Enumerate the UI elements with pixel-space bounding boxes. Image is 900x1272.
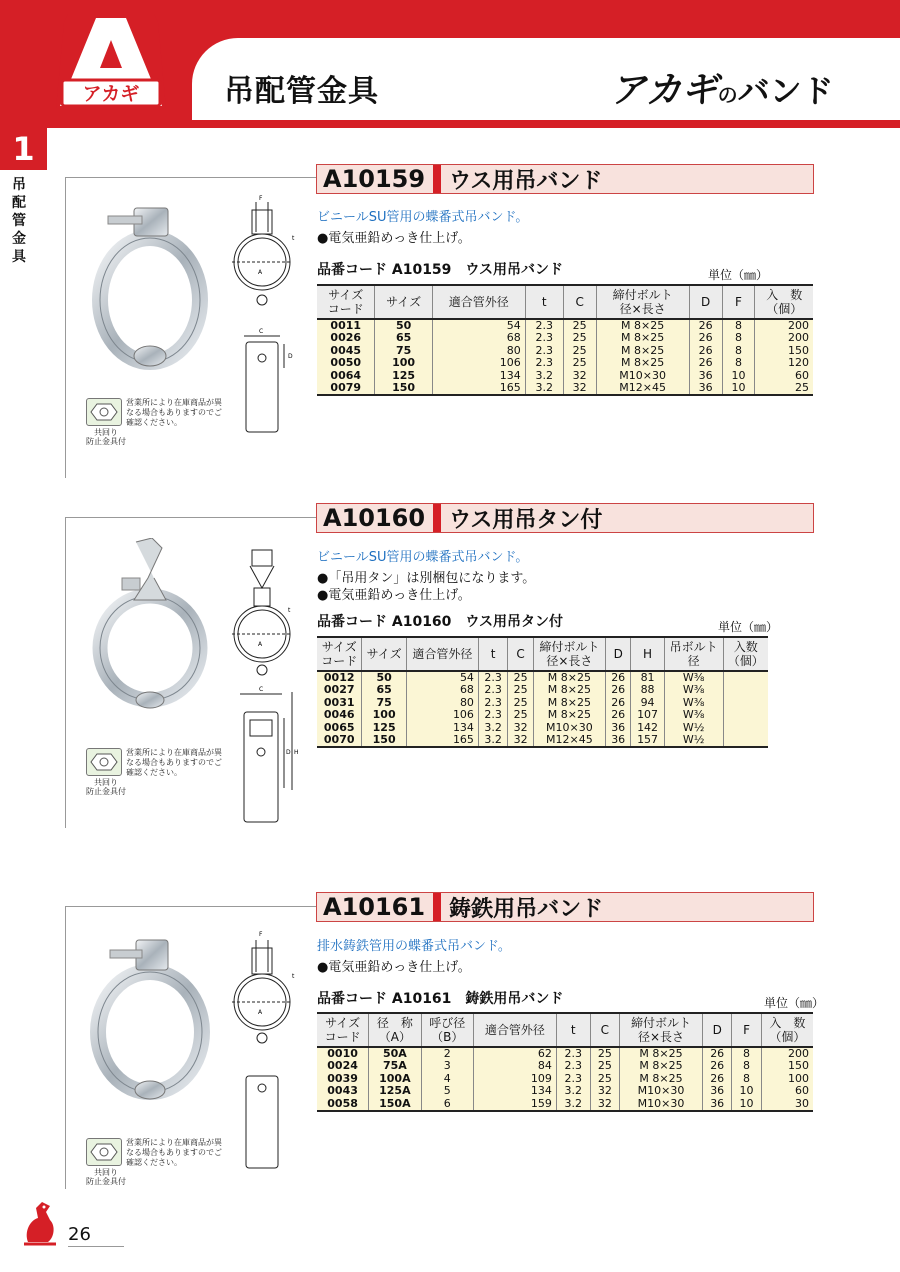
table-cell: 2.3 [525, 332, 563, 344]
title-divider [433, 504, 441, 532]
table-cell [723, 697, 768, 709]
table-cell: 10 [722, 370, 755, 382]
diagram-label-t: t [292, 235, 295, 242]
diagram-label-h: H [294, 749, 299, 756]
table-cell: 26 [605, 709, 631, 721]
table-cell: 8 [722, 332, 755, 344]
table-cell: 109 [473, 1073, 556, 1085]
col-header: 入 数 （個） [755, 285, 813, 319]
table-cell: M 8×25 [533, 684, 605, 696]
table-cell: 54 [432, 319, 525, 332]
table-cell: 0026 [317, 332, 375, 344]
table-cell: M 8×25 [620, 1047, 703, 1060]
col-header: サイズ コード [317, 1013, 369, 1047]
product-3-dimension-diagram [226, 928, 306, 1178]
product-3-photo [88, 930, 218, 1110]
product-code: A10161 [323, 893, 426, 921]
table-cell: 106 [406, 709, 478, 721]
product-3-unit: 単位（㎜） [764, 996, 825, 1010]
table-row [317, 382, 813, 395]
table-cell: 32 [508, 722, 534, 734]
diagram-label-c: C [259, 328, 264, 335]
table-cell: 5 [421, 1085, 473, 1097]
table-cell: M12×45 [533, 734, 605, 747]
col-header: 呼び径 （B） [421, 1013, 473, 1047]
product-2-note [86, 748, 222, 798]
col-header: サイズ コード [317, 637, 362, 671]
table-cell: 0027 [317, 684, 362, 696]
diagram-label-a: A [258, 1009, 263, 1016]
table-cell: 0043 [317, 1085, 369, 1097]
col-header: 締付ボルト 径×長さ [620, 1013, 703, 1047]
table-cell: 62 [473, 1047, 556, 1060]
icon-caption [86, 1168, 126, 1186]
table-cell: 106 [432, 357, 525, 369]
table-cell: 10 [732, 1085, 761, 1097]
product-code: A10160 [323, 504, 426, 532]
table-cell: 0058 [317, 1098, 369, 1111]
chapter-label: 吊配管金具 [12, 177, 26, 265]
product-3-bullet-1: ●電気亜鉛めっき仕上げ。 [317, 960, 471, 975]
table-cell: 2.3 [525, 357, 563, 369]
table-cell: 157 [631, 734, 664, 747]
table-cell: 54 [406, 671, 478, 684]
table-cell: 0039 [317, 1073, 369, 1085]
col-header: サイズ [362, 637, 406, 671]
table-cell: 68 [432, 332, 525, 344]
diagram-label-t: t [292, 973, 295, 980]
table-cell: 75 [362, 697, 406, 709]
product-2-table-title: 品番コード A10160 ウス用吊タン付 [317, 614, 563, 630]
table-cell: 134 [406, 722, 478, 734]
table-cell [723, 722, 768, 734]
product-3-spec-table [317, 1012, 813, 1112]
table-cell: M 8×25 [620, 1073, 703, 1085]
table-cell: W⅜ [664, 697, 723, 709]
dinosaur-mascot-icon [20, 1198, 60, 1248]
table-cell: 84 [473, 1060, 556, 1072]
table-cell: 0012 [317, 671, 362, 684]
table-row [317, 684, 768, 696]
table-cell: 150 [761, 1060, 813, 1072]
table-cell: 150 [362, 734, 406, 747]
table-cell: 200 [755, 319, 813, 332]
table-row [317, 734, 768, 747]
table-cell: 32 [590, 1085, 619, 1097]
product-3-table-title: 品番コード A10161 鋳鉄用吊バンド [317, 991, 564, 1007]
col-header: t [525, 285, 563, 319]
col-header: D [689, 285, 722, 319]
table-cell: 0045 [317, 345, 375, 357]
table-cell: 150 [755, 345, 813, 357]
brand-no: の [717, 83, 738, 107]
header-rule [192, 120, 900, 123]
table-cell: 32 [508, 734, 534, 747]
table-header-row [317, 285, 813, 319]
table-cell: 3.2 [525, 370, 563, 382]
col-header: 適合管外径 [406, 637, 478, 671]
product-1-dimension-diagram [226, 192, 306, 442]
table-cell: 50 [375, 319, 432, 332]
table-cell: 60 [755, 370, 813, 382]
table-cell: M 8×25 [533, 697, 605, 709]
table-cell: 2.3 [478, 684, 507, 696]
table-cell: M10×30 [620, 1085, 703, 1097]
table-cell: 50 [362, 671, 406, 684]
col-header: 締付ボルト 径×長さ [533, 637, 605, 671]
table-cell: M 8×25 [596, 357, 689, 369]
table-cell: 65 [375, 332, 432, 344]
table-cell: 0046 [317, 709, 362, 721]
table-cell: 88 [631, 684, 664, 696]
table-cell: 25 [508, 697, 534, 709]
col-header: 適合管外径 [473, 1013, 556, 1047]
table-cell: 100 [375, 357, 432, 369]
table-cell: 32 [563, 382, 596, 395]
brand-akagi: アカギ [610, 69, 718, 111]
stock-note: 営業所により在庫商品が異なる場合もありますのでご確認ください。 [126, 748, 222, 777]
table-cell: 36 [605, 722, 631, 734]
table-cell: 8 [722, 357, 755, 369]
icon-caption-line-2: 防止金具付 [86, 437, 126, 446]
table-cell [723, 709, 768, 721]
table-cell: 68 [406, 684, 478, 696]
table-cell: 3 [421, 1060, 473, 1072]
product-name: ウス用吊バンド [449, 168, 603, 194]
table-cell: 150A [369, 1098, 421, 1111]
col-header: サイズ [375, 285, 432, 319]
product-name: 鋳鉄用吊バンド [449, 896, 604, 922]
table-cell: 0024 [317, 1060, 369, 1072]
brand-band: バンド [737, 72, 834, 110]
col-header: t [556, 1013, 590, 1047]
col-header: D [703, 1013, 732, 1047]
footer-rule [68, 1246, 124, 1247]
table-cell: 26 [703, 1047, 732, 1060]
table-cell: 2.3 [556, 1047, 590, 1060]
col-header: 適合管外径 [432, 285, 525, 319]
icon-caption-line-1: 共回り [94, 778, 118, 787]
table-cell: 125A [369, 1085, 421, 1097]
anti-rotation-fitting-icon [86, 748, 122, 776]
table-cell: 32 [590, 1098, 619, 1111]
table-cell: W⅜ [664, 709, 723, 721]
table-cell: 2 [421, 1047, 473, 1060]
product-1-photo [88, 198, 218, 388]
akagi-logo [48, 8, 174, 116]
table-cell: 2.3 [478, 709, 507, 721]
table-cell: 25 [590, 1073, 619, 1085]
table-row [317, 357, 813, 369]
table-cell: 3.2 [478, 734, 507, 747]
diagram-label-d: D [286, 749, 291, 756]
product-1-description: ビニールSU管用の蝶番式吊バンド。 [317, 210, 529, 225]
table-cell: W⅜ [664, 671, 723, 684]
logo-text: アカギ [82, 83, 140, 105]
col-header: 入数 （個） [723, 637, 768, 671]
table-cell: 26 [605, 684, 631, 696]
diagram-label-a: A [258, 269, 263, 276]
table-cell: M 8×25 [596, 332, 689, 344]
col-header: D [605, 637, 631, 671]
table-cell: 26 [689, 319, 722, 332]
table-cell: 0065 [317, 722, 362, 734]
table-cell: 30 [761, 1098, 813, 1111]
table-cell: 200 [755, 332, 813, 344]
icon-caption-line-2: 防止金具付 [86, 787, 126, 796]
table-cell: 200 [761, 1047, 813, 1060]
table-cell: 134 [432, 370, 525, 382]
table-cell: W⅜ [664, 684, 723, 696]
page-title: 吊配管金具 [224, 74, 379, 109]
table-cell: 3.2 [556, 1085, 590, 1097]
product-1-title-bar [316, 164, 814, 194]
product-name: ウス用吊タン付 [449, 507, 603, 533]
product-1-note [86, 398, 222, 448]
table-cell: 165 [432, 382, 525, 395]
table-header-row [317, 1013, 813, 1047]
table-cell: 26 [689, 345, 722, 357]
table-cell: 2.3 [478, 671, 507, 684]
table-cell: 25 [563, 319, 596, 332]
table-cell: 0070 [317, 734, 362, 747]
product-2-title-bar [316, 503, 814, 533]
diagram-label-t: t [288, 607, 291, 614]
table-cell: 0050 [317, 357, 375, 369]
page-number: 26 [68, 1224, 91, 1245]
table-cell: 2.3 [525, 345, 563, 357]
table-row [317, 1085, 813, 1097]
table-cell: 8 [732, 1073, 761, 1085]
product-1-table-title: 品番コード A10159 ウス用吊バンド [317, 262, 563, 278]
col-header: 吊ボルト 径 [664, 637, 723, 671]
table-cell: 2.3 [556, 1060, 590, 1072]
table-cell: 25 [590, 1060, 619, 1072]
table-cell: 8 [732, 1060, 761, 1072]
product-3-description: 排水鋳鉄管用の蝶番式吊バンド。 [317, 939, 511, 954]
diagram-label-c: C [259, 686, 264, 693]
stock-note: 営業所により在庫商品が異なる場合もありますのでご確認ください。 [126, 1138, 222, 1167]
table-cell: M 8×25 [620, 1060, 703, 1072]
table-row [317, 709, 768, 721]
table-cell: W½ [664, 722, 723, 734]
table-cell: 125 [375, 370, 432, 382]
brand-wordmark [610, 62, 850, 111]
table-cell: 26 [689, 332, 722, 344]
table-cell: M 8×25 [533, 709, 605, 721]
table-cell: M10×30 [596, 370, 689, 382]
col-header: t [478, 637, 507, 671]
product-2-bullet-2: ●電気亜鉛めっき仕上げ。 [317, 588, 471, 603]
icon-caption-line-2: 防止金具付 [86, 1177, 126, 1186]
table-cell: 36 [605, 734, 631, 747]
col-header: C [508, 637, 534, 671]
table-cell: 0011 [317, 319, 375, 332]
col-header: 締付ボルト 径×長さ [596, 285, 689, 319]
table-cell: 0031 [317, 697, 362, 709]
product-2-description: ビニールSU管用の蝶番式吊バンド。 [317, 550, 529, 565]
table-cell: 25 [755, 382, 813, 395]
title-divider [433, 165, 441, 193]
table-cell: 165 [406, 734, 478, 747]
col-header: H [631, 637, 664, 671]
table-cell: 81 [631, 671, 664, 684]
table-cell: 0010 [317, 1047, 369, 1060]
product-2-spec-table [317, 636, 768, 748]
table-cell: 26 [605, 671, 631, 684]
table-cell: 3.2 [525, 382, 563, 395]
product-2-bullet-1: ●「吊用タン」は別梱包になります。 [317, 571, 536, 586]
table-cell: 2.3 [478, 697, 507, 709]
table-cell: 10 [722, 382, 755, 395]
table-cell: 125 [362, 722, 406, 734]
table-cell: W½ [664, 734, 723, 747]
product-2-photo [88, 538, 218, 718]
table-row [317, 1047, 813, 1060]
table-cell: 50A [369, 1047, 421, 1060]
col-header: 入 数 （個） [761, 1013, 813, 1047]
table-cell: 8 [722, 319, 755, 332]
table-cell: 159 [473, 1098, 556, 1111]
col-header: サイズ コード [317, 285, 375, 319]
table-cell: 36 [689, 370, 722, 382]
table-cell: 134 [473, 1085, 556, 1097]
diagram-label-d: D [288, 353, 293, 360]
product-1-bullet-1: ●電気亜鉛めっき仕上げ。 [317, 231, 471, 246]
icon-caption [86, 428, 126, 446]
diagram-label-a: A [258, 641, 263, 648]
col-header: F [722, 285, 755, 319]
table-cell: 2.3 [556, 1073, 590, 1085]
table-cell: 25 [508, 709, 534, 721]
table-cell: 36 [703, 1085, 732, 1097]
table-cell: 2.3 [525, 319, 563, 332]
table-cell: 25 [590, 1047, 619, 1060]
table-cell: 8 [732, 1047, 761, 1060]
table-cell: 142 [631, 722, 664, 734]
table-cell: 25 [563, 357, 596, 369]
table-cell: 25 [508, 671, 534, 684]
table-cell: 26 [689, 357, 722, 369]
table-cell: 36 [689, 382, 722, 395]
title-divider [433, 893, 441, 921]
table-cell: 80 [406, 697, 478, 709]
col-header: C [563, 285, 596, 319]
table-cell: 150 [375, 382, 432, 395]
table-cell: 10 [732, 1098, 761, 1111]
table-cell: 94 [631, 697, 664, 709]
table-cell: 100A [369, 1073, 421, 1085]
table-cell [723, 671, 768, 684]
table-cell: 107 [631, 709, 664, 721]
table-cell: 25 [563, 332, 596, 344]
table-cell: M 8×25 [596, 345, 689, 357]
table-row [317, 332, 813, 344]
table-cell: 3.2 [556, 1098, 590, 1111]
table-row [317, 1060, 813, 1072]
chapter-tab: 1 [0, 128, 47, 170]
table-cell: 26 [605, 697, 631, 709]
table-cell: 75 [375, 345, 432, 357]
diagram-label-f: F [259, 931, 263, 938]
table-cell: 75A [369, 1060, 421, 1072]
product-3-note [86, 1138, 222, 1188]
table-cell: 25 [508, 684, 534, 696]
col-header: 径 称 （A） [369, 1013, 421, 1047]
table-cell: 26 [703, 1060, 732, 1072]
table-cell: 0079 [317, 382, 375, 395]
table-cell: 100 [362, 709, 406, 721]
product-1-spec-table [317, 284, 813, 396]
table-row [317, 671, 768, 684]
table-cell: 4 [421, 1073, 473, 1085]
table-cell [723, 734, 768, 747]
diagram-label-f: F [259, 195, 263, 202]
col-header: F [732, 1013, 761, 1047]
table-cell: 26 [703, 1073, 732, 1085]
table-cell: M10×30 [533, 722, 605, 734]
anti-rotation-fitting-icon [86, 398, 122, 426]
table-cell: 0064 [317, 370, 375, 382]
icon-caption-line-1: 共回り [94, 1168, 118, 1177]
product-2-unit: 単位（㎜） [718, 620, 779, 634]
product-code: A10159 [323, 165, 426, 193]
table-cell: 6 [421, 1098, 473, 1111]
table-header-row [317, 637, 768, 671]
table-cell: 3.2 [478, 722, 507, 734]
icon-caption-line-1: 共回り [94, 428, 118, 437]
icon-caption [86, 778, 126, 796]
product-2-dimension-diagram [226, 542, 306, 832]
table-cell: M12×45 [596, 382, 689, 395]
table-cell: 100 [761, 1073, 813, 1085]
table-cell: 80 [432, 345, 525, 357]
table-row [317, 1098, 813, 1111]
col-header: C [590, 1013, 619, 1047]
table-cell: 36 [703, 1098, 732, 1111]
table-cell: M10×30 [620, 1098, 703, 1111]
table-cell: 65 [362, 684, 406, 696]
table-cell: 60 [761, 1085, 813, 1097]
stock-note: 営業所により在庫商品が異なる場合もありますのでご確認ください。 [126, 398, 222, 427]
product-1-unit: 単位（㎜） [708, 268, 769, 282]
table-cell [723, 684, 768, 696]
table-cell: M 8×25 [596, 319, 689, 332]
table-cell: 8 [722, 345, 755, 357]
table-cell: 32 [563, 370, 596, 382]
table-row [317, 319, 813, 332]
table-cell: M 8×25 [533, 671, 605, 684]
table-cell: 120 [755, 357, 813, 369]
table-cell: 25 [563, 345, 596, 357]
anti-rotation-fitting-icon [86, 1138, 122, 1166]
product-3-title-bar [316, 892, 814, 922]
